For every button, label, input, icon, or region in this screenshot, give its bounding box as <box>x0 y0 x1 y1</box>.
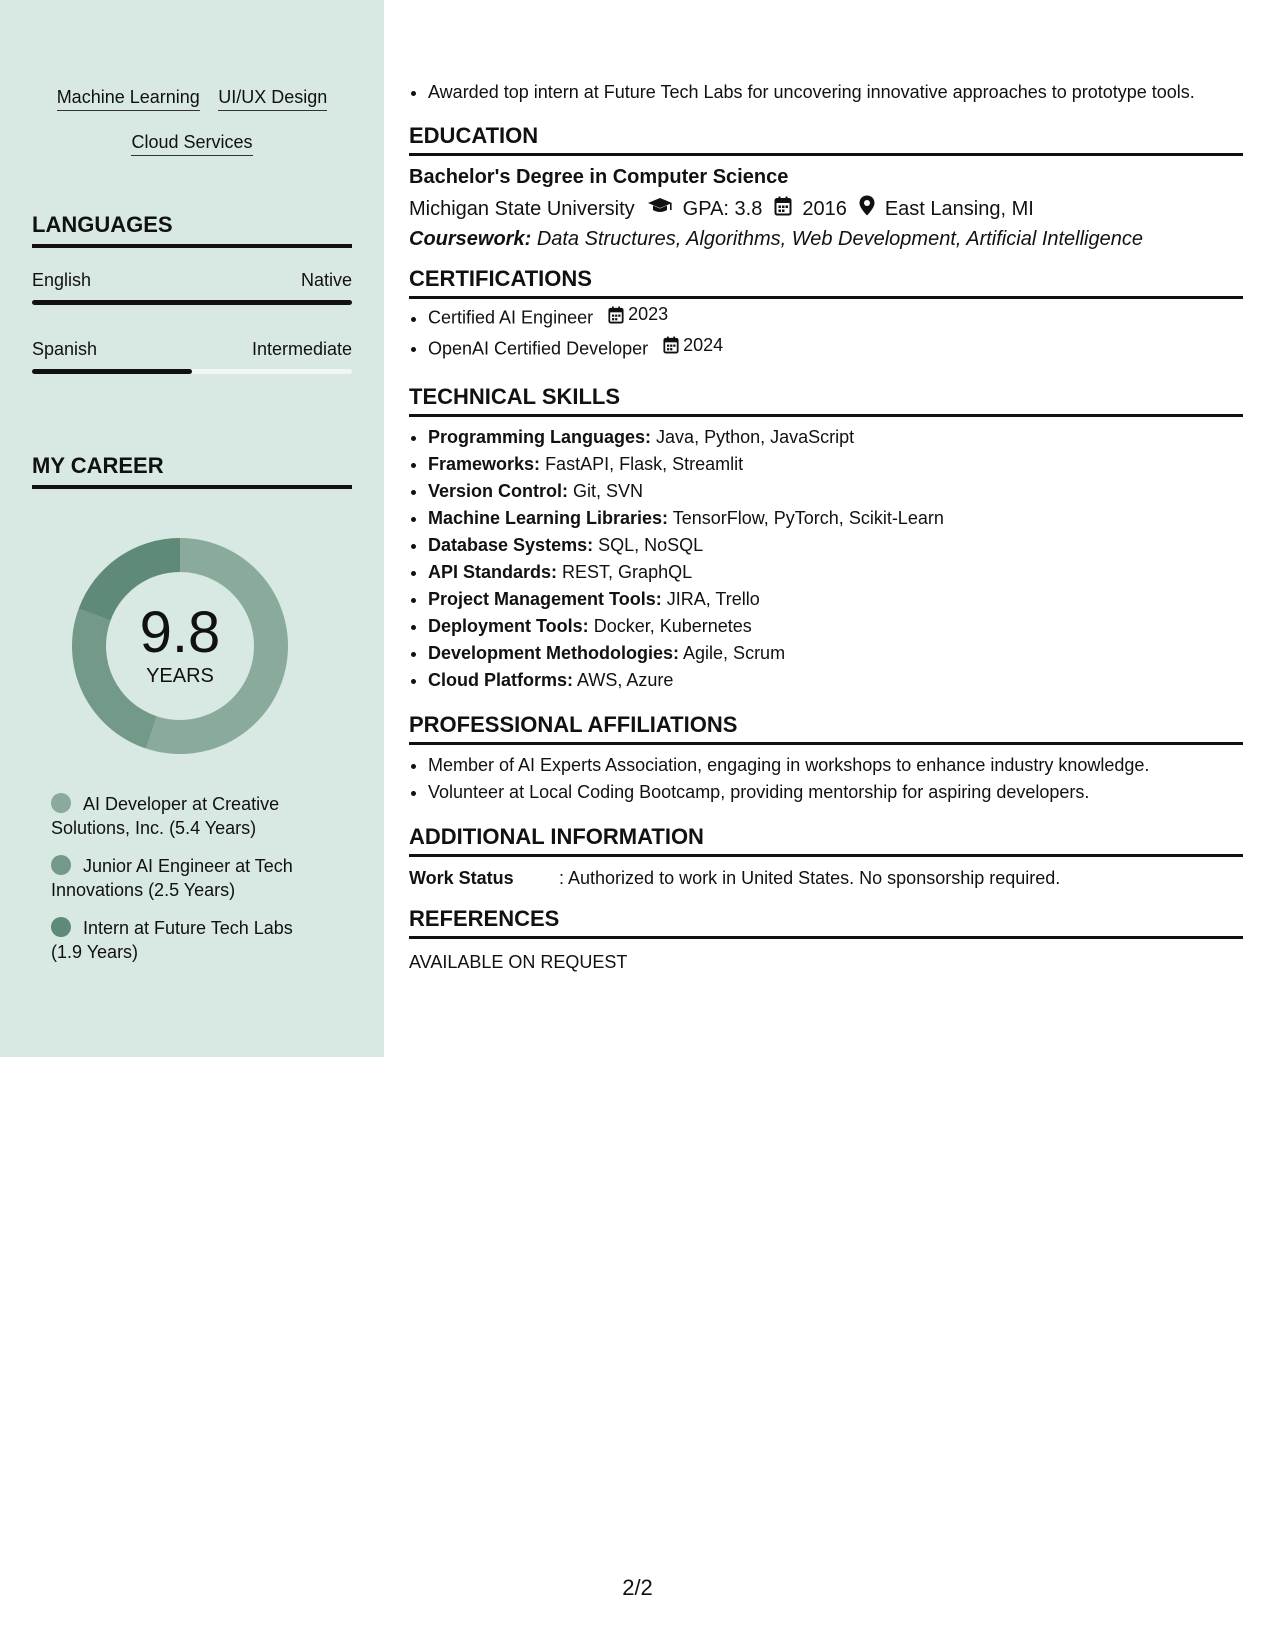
skill-label: Database Systems: <box>428 535 594 555</box>
sidebar <box>0 0 384 1057</box>
skill-value: Docker, Kubernetes <box>593 616 752 636</box>
experience-bullets <box>409 79 1243 106</box>
skill-item <box>428 559 1243 586</box>
skill-item <box>428 424 1243 451</box>
career-legend-item <box>51 854 321 902</box>
certification-year: 2024 <box>683 334 724 355</box>
career-legend <box>51 792 321 978</box>
certification-year: 2023 <box>628 304 669 324</box>
coursework-value: Data Structures, Algorithms, Web Development, Artificial Intelligence <box>536 228 1143 250</box>
graduation-cap-icon <box>647 196 673 222</box>
map-pin-icon <box>859 195 875 223</box>
legend-dot-icon <box>51 793 71 813</box>
skill-item <box>428 505 1243 532</box>
certification-item <box>428 332 1243 363</box>
career-legend-label: Intern at Future Tech Labs (1.9 Years) <box>51 918 293 962</box>
work-status-label: Work Status <box>409 868 514 888</box>
skill-tag: UI/UX Design <box>218 86 327 111</box>
skill-label: Frameworks: <box>428 454 541 474</box>
work-status-value: : Authorized to work in United States. No sponsorship required. <box>559 868 1061 888</box>
career-total <box>64 602 296 688</box>
calendar-icon <box>608 306 624 324</box>
skill-item <box>428 586 1243 613</box>
skill-value: Agile, Scrum <box>683 643 786 663</box>
skill-label: Deployment Tools: <box>428 616 589 636</box>
skill-item <box>428 478 1243 505</box>
career-total-unit: YEARS <box>146 665 214 687</box>
affiliation-item: • Volunteer at Local Coding Bootcamp, providing mentorship for aspiring developers. <box>428 779 1243 806</box>
skill-label: Project Management Tools: <box>428 589 662 609</box>
certifications-list <box>409 301 1243 362</box>
education-heading: EDUCATION <box>409 123 1243 156</box>
calendar-icon <box>774 196 792 223</box>
skill-tags <box>32 86 352 176</box>
skill-value: Java, Python, JavaScript <box>656 427 855 447</box>
language-bar-english <box>32 300 352 305</box>
affiliation-item: • Member of AI Experts Association, engaging in workshops to enhance industry knowledge. <box>428 752 1243 779</box>
skill-item <box>428 613 1243 640</box>
language-level: Intermediate <box>251 339 352 359</box>
certifications-heading: CERTIFICATIONS <box>409 266 1243 299</box>
skill-label: API Standards: <box>428 562 558 582</box>
skills-heading: TECHNICAL SKILLS <box>409 384 1243 417</box>
coursework-label: Coursework: <box>409 228 532 250</box>
certification-item <box>428 301 1243 332</box>
skill-value: AWS, Azure <box>577 670 674 690</box>
skill-item <box>428 667 1243 694</box>
skill-value: SQL, NoSQL <box>598 535 704 555</box>
skill-value: FastAPI, Flask, Streamlit <box>545 454 744 474</box>
education-coursework <box>409 226 1143 252</box>
career-donut-chart <box>64 530 296 762</box>
skill-label: Machine Learning Libraries: <box>428 508 669 528</box>
certification-name: Certified AI Engineer <box>428 307 594 328</box>
skill-label: Programming Languages: <box>428 427 652 447</box>
skill-label: Development Methodologies: <box>428 643 680 663</box>
skill-item <box>428 451 1243 478</box>
affiliations-heading: PROFESSIONAL AFFILIATIONS <box>409 712 1243 745</box>
skill-tag: Cloud Services <box>131 131 252 156</box>
certification-year-wrap <box>608 301 668 328</box>
legend-dot-icon <box>51 917 71 937</box>
language-name: Spanish <box>32 339 98 359</box>
education-meta <box>409 195 1034 223</box>
education-location: East Lansing, MI <box>884 198 1034 220</box>
skill-value: Git, SVN <box>573 481 644 501</box>
career-legend-label: Junior AI Engineer at Tech Innovations (2.5 Years) <box>51 856 293 900</box>
skill-value: JIRA, Trello <box>666 589 760 609</box>
language-row-english <box>32 269 352 291</box>
certification-name: OpenAI Certified Developer <box>428 338 649 358</box>
language-bar-fill <box>32 300 352 305</box>
education-gpa: GPA: 3.8 <box>682 198 763 220</box>
career-legend-item <box>51 792 321 840</box>
skill-label: Version Control: <box>428 481 569 501</box>
career-heading: MY CAREER <box>32 453 352 489</box>
skill-tag: Machine Learning <box>57 86 200 111</box>
skill-item <box>428 640 1243 667</box>
page-number: 2/2 <box>622 1575 653 1600</box>
language-name: English <box>32 270 92 290</box>
career-legend-item <box>51 916 321 964</box>
work-status-row <box>409 866 1060 890</box>
calendar-icon <box>663 336 679 354</box>
additional-info-heading: ADDITIONAL INFORMATION <box>409 824 1243 857</box>
certification-year-wrap <box>663 332 723 359</box>
language-level: Native <box>300 270 352 290</box>
career-total-value: 9.8 <box>139 600 221 665</box>
experience-bullet: • Awarded top intern at Future Tech Labs for uncovering innovative approaches to prototype tools. <box>428 79 1243 106</box>
skill-label: Cloud Platforms: <box>428 670 574 690</box>
references-text: AVAILABLE ON REQUEST <box>409 952 628 972</box>
education-year: 2016 <box>802 198 847 220</box>
education-school: Michigan State University <box>409 198 635 220</box>
career-legend-label: AI Developer at Creative Solutions, Inc. (5.4 Years) <box>51 794 280 838</box>
language-bar-spanish <box>32 369 352 374</box>
skills-list <box>409 424 1243 694</box>
skill-value: TensorFlow, PyTorch, Scikit-Learn <box>672 508 944 528</box>
skill-item <box>428 532 1243 559</box>
language-bar-fill <box>32 369 192 374</box>
education-degree: Bachelor's Degree in Computer Science <box>409 166 789 188</box>
references-heading: REFERENCES <box>409 906 1243 939</box>
skill-value: REST, GraphQL <box>562 562 693 582</box>
language-row-spanish <box>32 338 352 360</box>
languages-heading: LANGUAGES <box>32 212 352 248</box>
affiliations-list <box>409 752 1243 806</box>
legend-dot-icon <box>51 855 71 875</box>
